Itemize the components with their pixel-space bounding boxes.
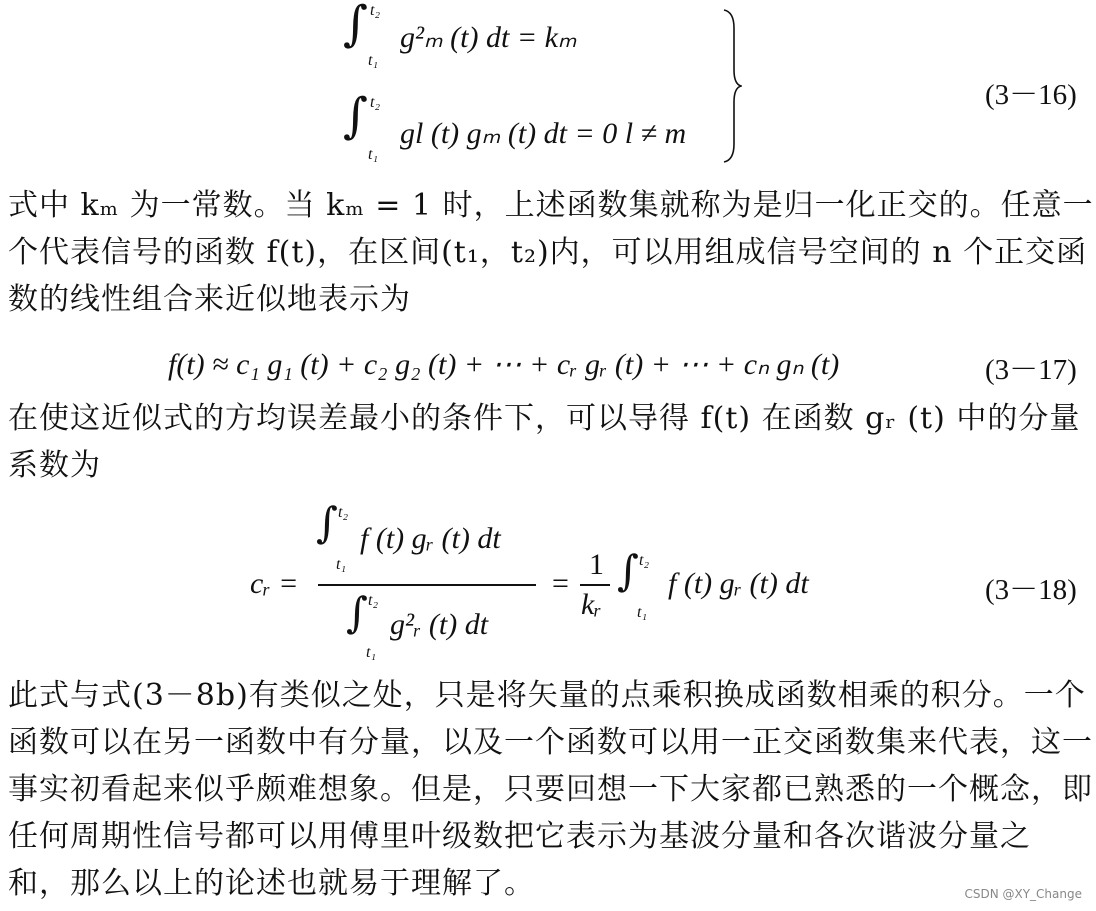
text-line: 个代表信号的函数 f(t)，在区间(t₁，t₂)内，可以用组成信号空间的 n 个正交函 (8, 235, 1088, 270)
equals-sign: = (552, 567, 569, 600)
integral-lower-limit: t₁ (368, 146, 379, 163)
integral-upper-limit: t₂ (639, 552, 650, 569)
equation-rhs: f (t) gᵣ (t) dt (668, 567, 809, 600)
text-line: 和，那么以上的论述也就易于理解了。 (8, 866, 535, 901)
fraction-k: kᵣ (581, 588, 602, 621)
text-line: 在使这近似式的方均误差最小的条件下，可以导得 f(t) 在函数 gᵣ (t) 中的分量 (8, 401, 1081, 436)
fraction-numerator: f (t) gᵣ (t) dt (360, 522, 501, 555)
paragraph-1 (8, 182, 1094, 323)
equation-body: f(t) ≈ c₁ g₁ (t) + c₂ g₂ (t) + ⋯ + cᵣ gᵣ (t) + ⋯ + cₙ gₙ (t) (168, 348, 840, 381)
paragraph-3 (8, 672, 1093, 907)
integral-sign: ∫ (617, 546, 639, 595)
fraction-denominator: g²ᵣ (t) dt (390, 608, 489, 641)
paragraph-2 (8, 395, 1088, 489)
integral-upper-limit: t₂ (338, 504, 349, 521)
integral-sign: ∫ (343, 0, 369, 52)
text-line: 此式与式(3－8b)有类似之处，只是将矢量的点乘积换成函数相乘的积分。一个 (8, 678, 1086, 713)
text-line: 式中 kₘ 为一常数。当 kₘ = 1 时，上述函数集就称为是归一化正交的。任意一 (8, 188, 1094, 223)
integral-lower-limit: t₁ (366, 644, 377, 661)
text-line: 系数为 (8, 448, 101, 483)
equation-number: (3－16) (985, 79, 1077, 111)
equation-body: g²ₘ (t) dt = kₘ (400, 21, 577, 54)
equation-number: (3－17) (985, 354, 1077, 386)
text-line: 事实初看起来似乎颇难想象。但是，只要回想一下大家都已熟悉的一个概念，即 (8, 772, 1093, 807)
text-line: 函数可以在另一函数中有分量，以及一个函数可以用一正交函数集来代表，这一 (8, 725, 1093, 760)
integral-lower-limit: t₁ (637, 604, 648, 621)
fraction-bar-small (580, 584, 610, 586)
integral-upper-limit: t₂ (368, 592, 379, 609)
integral-lower-limit: t₁ (368, 52, 379, 69)
integral-sign: ∫ (316, 498, 338, 547)
integral-lower-limit: t₁ (336, 556, 347, 573)
equation-body: gl (t) gₘ (t) dt = 0 l ≠ m (400, 117, 687, 150)
equation-number: (3－18) (985, 574, 1077, 606)
watermark: CSDN @XY_Change (964, 887, 1082, 901)
text-line: 数的线性组合来近似地表示为 (8, 282, 411, 317)
integral-sign: ∫ (346, 588, 368, 637)
right-brace (722, 8, 742, 164)
integral-upper-limit: t₂ (370, 2, 381, 19)
fraction-one: 1 (589, 548, 604, 581)
equation-lhs: cᵣ = (250, 567, 299, 600)
fraction-bar (318, 584, 536, 586)
integral-upper-limit: t₂ (370, 94, 381, 111)
text-line: 任何周期性信号都可以用傅里叶级数把它表示为基波分量和各次谐波分量之 (8, 819, 1031, 854)
integral-sign: ∫ (343, 88, 369, 144)
